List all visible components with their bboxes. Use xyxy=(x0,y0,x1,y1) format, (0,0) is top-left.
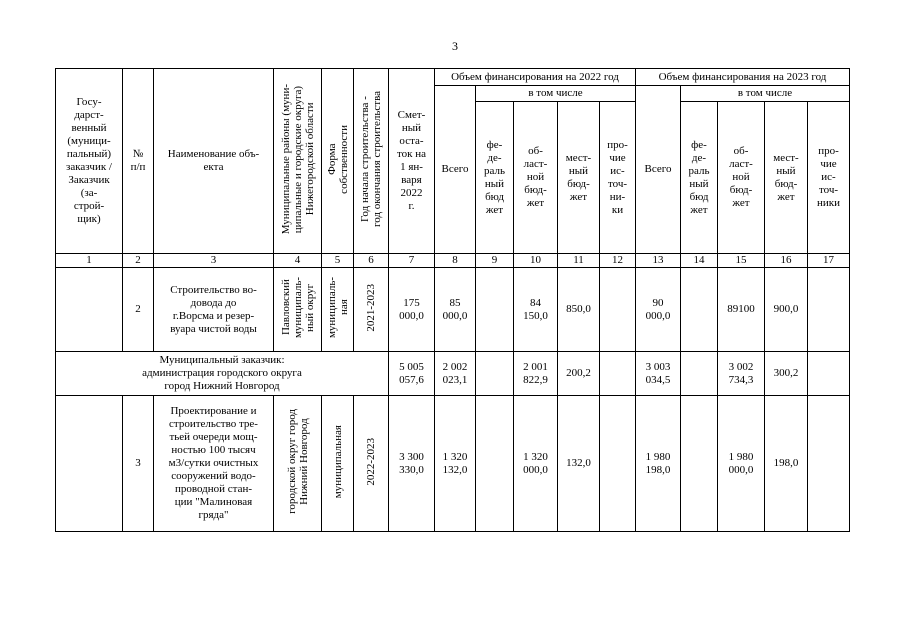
cell-ownership: муниципаль- ная xyxy=(322,268,354,352)
column-number: 14 xyxy=(681,254,718,268)
cell-customer xyxy=(56,396,123,532)
cell-object-name: Проектирование и строительство тре- тьей очереди мощ- ностью 100 тысяч м3/сутки очистных сооружений водо- проводной стан- ции "Малиновая гряда" xyxy=(154,396,274,532)
cell-local-2023: 900,0 xyxy=(765,268,808,352)
subtotal-federal-2023 xyxy=(681,352,718,396)
subtotal-other-2022 xyxy=(600,352,636,396)
header-other-2023: про- чие ис- точ- ники xyxy=(808,102,850,254)
column-number: 9 xyxy=(476,254,514,268)
header-including-2022: в том числе xyxy=(476,86,636,102)
cell-other-2023 xyxy=(808,396,850,532)
subtotal-local-2022: 200,2 xyxy=(558,352,600,396)
cell-other-2022 xyxy=(600,396,636,532)
table-row xyxy=(56,396,850,532)
subtotal-federal-2022 xyxy=(476,352,514,396)
subtotal-total-2022: 2 002 023,1 xyxy=(435,352,476,396)
column-number: 15 xyxy=(718,254,765,268)
header-federal-2023: фе- де- раль ный бюд жет xyxy=(681,102,718,254)
header-fin-2022: Объем финансирования на 2022 год xyxy=(435,69,636,86)
cell-federal-2023 xyxy=(681,268,718,352)
header-num: № п/п xyxy=(123,69,154,254)
column-number: 16 xyxy=(765,254,808,268)
header-total-2022: Всего xyxy=(435,86,476,254)
column-number: 1 xyxy=(56,254,123,268)
column-number: 2 xyxy=(123,254,154,268)
header-local-2022: мест- ный бюд- жет xyxy=(558,102,600,254)
header-local-2023: мест- ный бюд- жет xyxy=(765,102,808,254)
column-number: 3 xyxy=(154,254,274,268)
cell-federal-2022 xyxy=(476,396,514,532)
cell-num: 3 xyxy=(123,396,154,532)
header-district: Муниципальные районы (муни- ципальные и городские округа) Нижегородской области xyxy=(274,69,322,254)
header-fin-2023: Объем финансирования на 2023 год xyxy=(636,69,850,86)
cell-regional-2022: 1 320 000,0 xyxy=(514,396,558,532)
cell-total-2023: 1 980 198,0 xyxy=(636,396,681,532)
header-federal-2022: фе- де- раль ный бюд жет xyxy=(476,102,514,254)
column-number: 10 xyxy=(514,254,558,268)
cell-total-2022: 1 320 132,0 xyxy=(435,396,476,532)
cell-total-2022: 85 000,0 xyxy=(435,268,476,352)
cell-regional-2022: 84 150,0 xyxy=(514,268,558,352)
column-number: 4 xyxy=(274,254,322,268)
column-number: 11 xyxy=(558,254,600,268)
cell-regional-2023: 1 980 000,0 xyxy=(718,396,765,532)
cell-district: городской округ город Нижний Новгород xyxy=(274,396,322,532)
cell-balance: 175 000,0 xyxy=(389,268,435,352)
subtotal-balance: 5 005 057,6 xyxy=(389,352,435,396)
header-years: Год начала строительства - год окончания строительства xyxy=(354,69,389,254)
cell-ownership: муниципальная xyxy=(322,396,354,532)
column-number: 7 xyxy=(389,254,435,268)
subtotal-regional-2023: 3 002 734,3 xyxy=(718,352,765,396)
subtotal-local-2023: 300,2 xyxy=(765,352,808,396)
cell-years: 2022-2023 xyxy=(354,396,389,532)
cell-federal-2023 xyxy=(681,396,718,532)
header-including-2023: в том числе xyxy=(681,86,850,102)
column-number: 17 xyxy=(808,254,850,268)
cell-local-2023: 198,0 xyxy=(765,396,808,532)
header-customer: Госу- дарст- венный (муници- пальный) заказчик / Заказчик (за- строй- щик) xyxy=(56,69,123,254)
header-object-name: Наименование объ- екта xyxy=(154,69,274,254)
cell-num: 2 xyxy=(123,268,154,352)
column-number: 13 xyxy=(636,254,681,268)
header-balance: Смет- ный оста- ток на 1 ян- варя 2022 г. xyxy=(389,69,435,254)
column-number-row xyxy=(56,254,850,268)
subtotal-total-2023: 3 003 034,5 xyxy=(636,352,681,396)
header-ownership: Форма собственности xyxy=(322,69,354,254)
cell-total-2023: 90 000,0 xyxy=(636,268,681,352)
cell-customer xyxy=(56,268,123,352)
cell-federal-2022 xyxy=(476,268,514,352)
cell-other-2022 xyxy=(600,268,636,352)
cell-other-2023 xyxy=(808,268,850,352)
cell-local-2022: 850,0 xyxy=(558,268,600,352)
header-regional-2022: об- ласт- ной бюд- жет xyxy=(514,102,558,254)
cell-local-2022: 132,0 xyxy=(558,396,600,532)
cell-balance: 3 300 330,0 xyxy=(389,396,435,532)
column-number: 6 xyxy=(354,254,389,268)
cell-district: Павловский муниципаль- ный округ xyxy=(274,268,322,352)
page-number: 3 xyxy=(452,39,458,53)
subtotal-row xyxy=(56,352,850,396)
financing-table xyxy=(55,68,850,532)
header-total-2023: Всего xyxy=(636,86,681,254)
column-number: 5 xyxy=(322,254,354,268)
header-other-2022: про- чие ис- точ- ни- ки xyxy=(600,102,636,254)
subtotal-other-2023 xyxy=(808,352,850,396)
table-row xyxy=(56,268,850,352)
header-regional-2023: об- ласт- ной бюд- жет xyxy=(718,102,765,254)
cell-regional-2023: 89100 xyxy=(718,268,765,352)
subtotal-regional-2022: 2 001 822,9 xyxy=(514,352,558,396)
column-number: 8 xyxy=(435,254,476,268)
header-row xyxy=(56,69,850,86)
subtotal-label: Муниципальный заказчик: администрация городского округа город Нижний Новгород xyxy=(56,352,389,396)
cell-object-name: Строительство во- довода до г.Ворсма и резер- вуара чистой воды xyxy=(154,268,274,352)
cell-years: 2021-2023 xyxy=(354,268,389,352)
column-number: 12 xyxy=(600,254,636,268)
